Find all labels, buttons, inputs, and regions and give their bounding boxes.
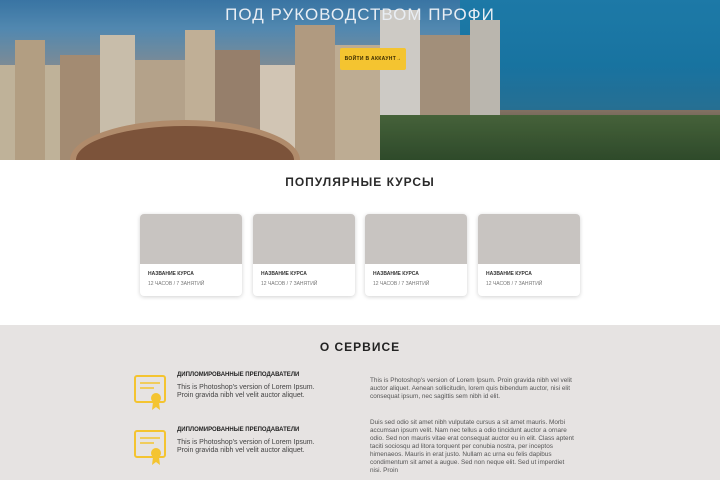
course-card[interactable] xyxy=(140,214,242,296)
course-meta: 12 ЧАСОВ / 7 ЗАНЯТИЙ xyxy=(486,281,543,287)
course-thumbnail xyxy=(253,214,355,264)
course-meta: 12 ЧАСОВ / 7 ЗАНЯТИЙ xyxy=(373,281,430,287)
course-card[interactable] xyxy=(365,214,467,296)
course-name: НАЗВАНИЕ КУРСА xyxy=(148,271,194,277)
service-paragraph: Duis sed odio sit amet nibh vulputate cursus a sit amet mauris. Morbi accumsan ipsum velit. Nam nec tellus a odio tincidunt auctor a ornare odio. Sed non mauris vitae erat consequat auctor eu in elit. Class aptent taciti sociosqu ad litora torquent per conubia nostra, per inceptos himenaeos. Mauris in erat justo. Nullam ac urna eu felis dapibus condimentum sit amet a augue. Sed non neque elit. Sed ut imperdiet nisi. Proin xyxy=(370,419,574,474)
hero-banner xyxy=(0,0,720,160)
course-name: НАЗВАНИЕ КУРСА xyxy=(486,271,532,277)
course-thumbnail xyxy=(365,214,467,264)
course-meta: 12 ЧАСОВ / 7 ЗАНЯТИЙ xyxy=(148,281,205,287)
course-name: НАЗВАНИЕ КУРСА xyxy=(261,271,307,277)
service-section xyxy=(0,325,720,480)
feature-text: This is Photoshop's version of Lorem Ipsum. Proin gravida nibh vel velit auctor aliquet. xyxy=(177,439,315,454)
course-card[interactable] xyxy=(478,214,580,296)
course-meta: 12 ЧАСОВ / 7 ЗАНЯТИЙ xyxy=(261,281,318,287)
course-name: НАЗВАНИЕ КУРСА xyxy=(373,271,419,277)
course-thumbnail xyxy=(140,214,242,264)
hero-title: ПОД РУКОВОДСТВОМ ПРОФИ xyxy=(225,5,495,24)
popular-courses-title: ПОПУЛЯРНЫЕ КУРСЫ xyxy=(285,175,435,189)
feature-text: This is Photoshop's version of Lorem Ipsum. Proin gravida nibh vel velit auctor aliquet. xyxy=(177,384,315,399)
diploma-icon xyxy=(132,427,168,467)
service-title: О СЕРВИСЕ xyxy=(319,340,401,354)
feature-title: ДИПЛОМИРОВАННЫЕ ПРЕПОДАВАТЕЛИ xyxy=(177,372,300,378)
service-paragraph: This is Photoshop's version of Lorem Ipsum. Proin gravida nibh vel velit auctor aliquet. Aenean sollicitudin, lorem quis bibendum auctor, nisi elit consequat ipsum, nec sagittis sem nibh id elit. xyxy=(370,377,572,400)
login-button[interactable]: ВОЙТИ В АККАУНТ→ xyxy=(340,48,406,70)
course-thumbnail xyxy=(478,214,580,264)
diploma-icon xyxy=(132,372,168,412)
course-card[interactable] xyxy=(253,214,355,296)
feature-title: ДИПЛОМИРОВАННЫЕ ПРЕПОДАВАТЕЛИ xyxy=(177,427,300,433)
